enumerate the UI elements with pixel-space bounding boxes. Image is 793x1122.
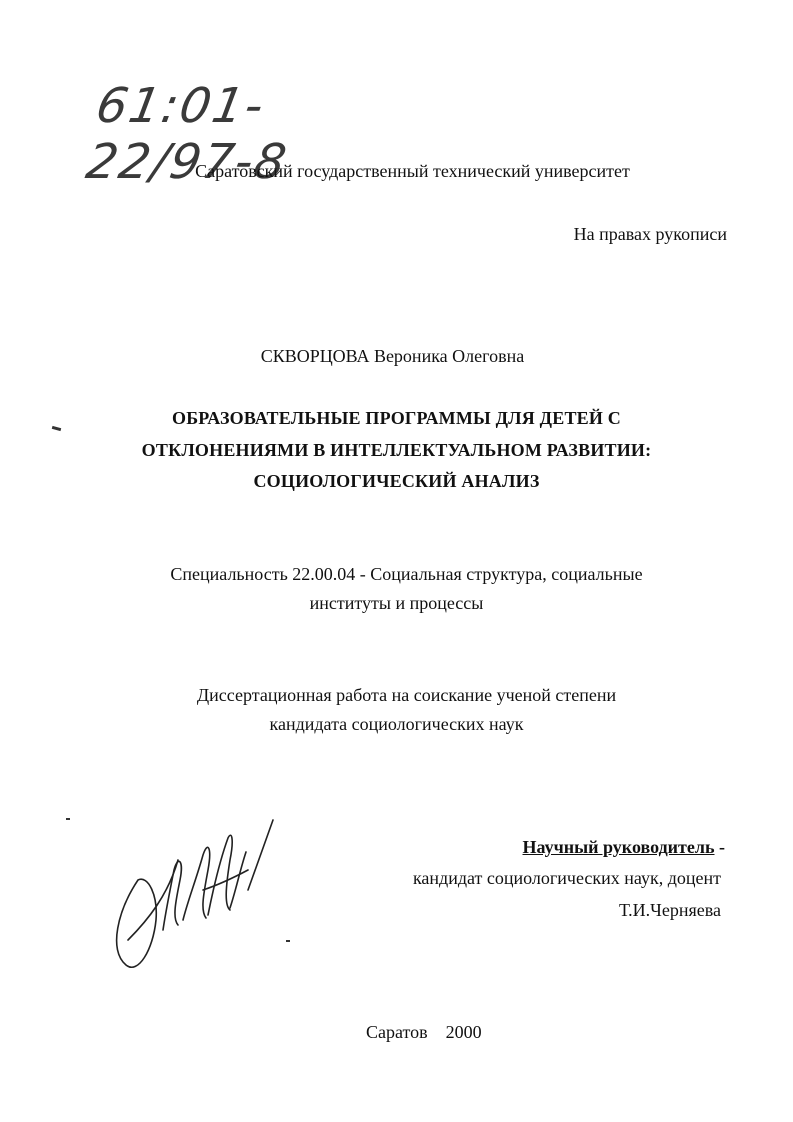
author-name: СКВОРЦОВА Вероника Олеговна [260,346,525,366]
thesis-title-line-3: СОЦИОЛОГИЧЕСКИЙ АНАЛИЗ [253,471,540,491]
handwritten-signature [108,800,298,980]
supervisor-label: Научный руководитель [522,837,715,857]
dissertation-line-2: кандидата социологических наук [269,714,524,734]
thesis-title-line-1: ОБРАЗОВАТЕЛЬНЫЕ ПРОГРАММЫ ДЛЯ ДЕТЕЙ С [172,408,621,428]
footer-city: Саратов [366,1022,428,1042]
manuscript-note: На правах рукописи [573,224,727,244]
supervisor-name: Т.И.Черняева [618,900,721,920]
supervisor-heading [523,836,726,858]
footer-year: 2000 [445,1022,482,1042]
dissertation-line-1: Диссертационная работа на соискание ученой степени [196,685,617,705]
university-name: Саратовский государственный технический университет [195,161,630,181]
specialty-line-1: Специальность 22.00.04 - Социальная структура, социальные [170,564,643,584]
specialty-line-2: институты и процессы [309,593,484,613]
thesis-title-line-2: ОТКЛОНЕНИЯМИ В ИНТЕЛЛЕКТУАЛЬНОМ РАЗВИТИИ: [141,440,652,460]
archive-number-text: 61:01-22/97-8 [82,78,293,190]
footer-place-year [366,1021,482,1043]
supervisor-dash: - [714,837,725,857]
archive-number-handwritten [82,78,412,190]
scan-speck-small-1 [66,818,70,820]
scan-speck-small-2 [286,940,290,942]
supervisor-degree: кандидат социологических наук, доцент [412,868,721,888]
